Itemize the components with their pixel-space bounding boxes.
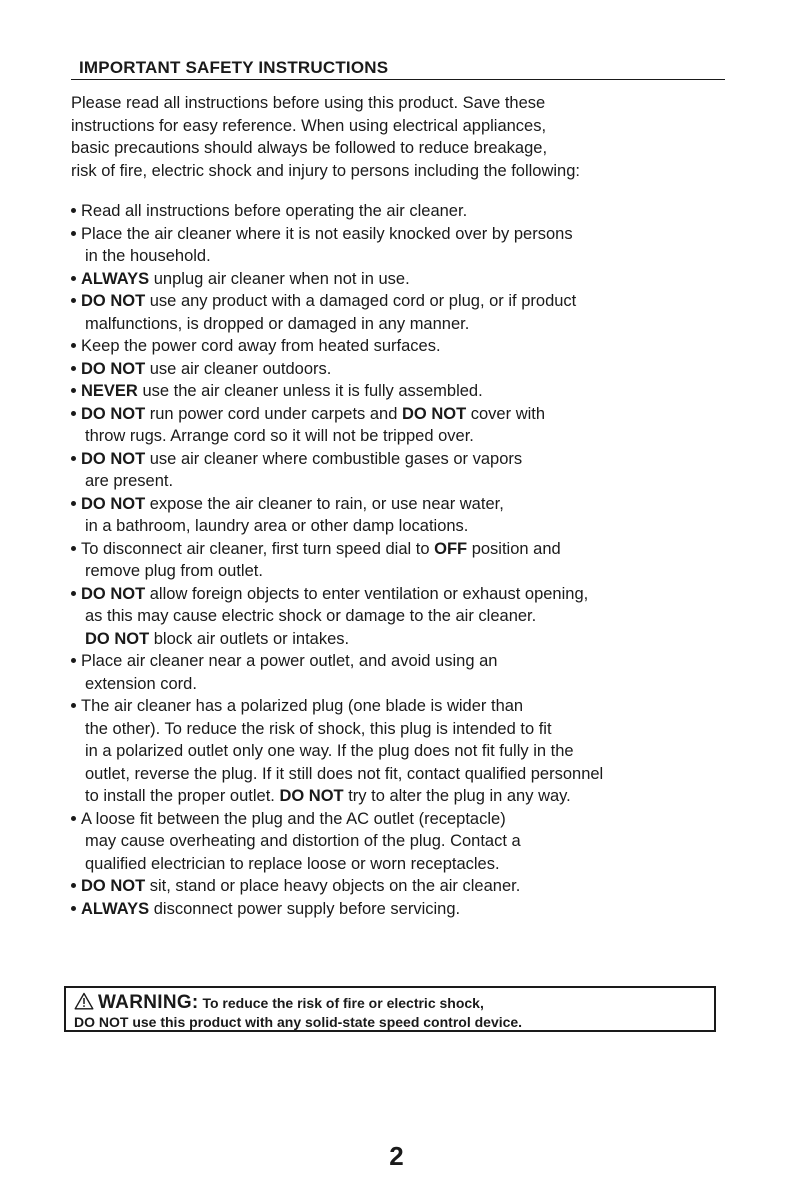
intro-paragraph (71, 92, 731, 182)
safety-bullet-item (71, 358, 731, 381)
bullet-dot-icon (71, 366, 76, 371)
bullet-line (71, 898, 731, 921)
bullet-text: A loose fit between the plug and the AC outlet (receptacle) (81, 809, 506, 828)
bullet-dot-icon (71, 906, 76, 911)
bullet-line (71, 425, 731, 448)
safety-bullet-item (71, 538, 731, 583)
bullet-text: as this may cause electric shock or damage to the air cleaner. (85, 607, 537, 625)
safety-bullet-item (71, 650, 731, 695)
bullet-dot-icon (71, 276, 76, 281)
bullet-line (71, 830, 731, 853)
safety-bullet-item (71, 380, 731, 403)
safety-bullet-item (71, 200, 731, 223)
bullet-emphasis: ALWAYS (81, 269, 150, 288)
bullet-text: to install the proper outlet. (85, 787, 280, 805)
safety-bullet-item (71, 898, 731, 921)
bullet-dot-icon (71, 231, 76, 236)
bullet-dot-icon (71, 343, 76, 348)
bullet-emphasis: DO NOT (81, 292, 146, 310)
bullet-dot-icon (71, 591, 76, 596)
bullet-line (71, 335, 731, 358)
safety-bullet-item (71, 808, 731, 876)
bullet-text: in a bathroom, laundry area or other damp locations. (85, 517, 469, 535)
warning-triangle-icon (74, 992, 94, 1010)
bullet-dot-icon (71, 456, 76, 461)
bullet-text: outlet, reverse the plug. If it still does not fit, contact qualified personnel (85, 764, 604, 783)
bullet-text: Keep the power cord away from heated surfaces. (81, 337, 441, 355)
bullet-emphasis: DO NOT (81, 494, 146, 513)
safety-bullet-item (71, 403, 731, 448)
bullet-line (71, 493, 731, 516)
bullet-line (71, 515, 731, 538)
bullet-line (71, 268, 731, 291)
bullet-text: position and (467, 539, 561, 558)
bullet-line (71, 628, 731, 651)
bullet-line (71, 605, 731, 628)
bullet-text: disconnect power supply before servicing. (149, 899, 461, 918)
bullet-line (71, 223, 731, 246)
safety-bullet-item (71, 290, 731, 335)
safety-bullet-item (71, 493, 731, 538)
bullet-text: The air cleaner has a polarized plug (one blade is wider than (81, 697, 524, 715)
bullet-line (71, 448, 731, 471)
bullet-emphasis: ALWAYS (81, 899, 150, 918)
safety-bullet-item (71, 448, 731, 493)
warning-text: To reduce the risk of fire or electric shock, (202, 995, 484, 1011)
bullet-emphasis: DO NOT (402, 404, 467, 423)
safety-bullet-item (71, 268, 731, 291)
bullet-emphasis: DO NOT (279, 787, 344, 805)
bullet-line (71, 853, 731, 876)
bullet-text: use air cleaner outdoors. (145, 359, 332, 378)
page-number: 2 (389, 1141, 404, 1171)
bullet-text: allow foreign objects to enter ventilation or exhaust opening, (145, 584, 589, 603)
bullet-text: in a polarized outlet only one way. If the plug does not fit fully in the (85, 742, 574, 760)
bullet-text: are present. (85, 472, 174, 490)
bullet-text: unplug air cleaner when not in use. (149, 269, 410, 288)
safety-bullet-item (71, 223, 731, 268)
bullet-line (71, 358, 731, 381)
intro-line: Please read all instructions before using this product. Save these (71, 94, 546, 112)
safety-bullet-item (71, 335, 731, 358)
bullet-emphasis: DO NOT (85, 629, 150, 648)
bullet-line (71, 538, 731, 561)
bullet-text: cover with (466, 404, 546, 423)
bullet-line (71, 875, 731, 898)
bullet-dot-icon (71, 388, 76, 393)
page-title: IMPORTANT SAFETY INSTRUCTIONS (79, 58, 389, 77)
safety-bullet-item (71, 695, 731, 808)
bullet-text: remove plug from outlet. (85, 562, 263, 580)
bullet-text: qualified electrician to replace loose or worn receptacles. (85, 854, 500, 873)
bullet-text: try to alter the plug in any way. (343, 787, 571, 805)
bullet-dot-icon (71, 501, 76, 506)
bullet-dot-icon (71, 411, 76, 416)
bullet-text: use air cleaner where combustible gases or vapors (145, 449, 523, 468)
bullet-dot-icon (71, 658, 76, 663)
bullet-line (71, 695, 731, 718)
bullet-line (71, 740, 731, 763)
bullet-text: block air outlets or intakes. (149, 629, 350, 648)
warning-line-1 (74, 992, 714, 1013)
title-underline (71, 79, 725, 80)
bullet-emphasis: OFF (434, 539, 468, 558)
bullet-line (71, 763, 731, 786)
bullet-text: extension cord. (85, 674, 197, 693)
bullet-text: sit, stand or place heavy objects on the air cleaner. (145, 877, 521, 895)
bullet-emphasis: DO NOT (81, 584, 146, 603)
warning-label: WARNING: (98, 992, 199, 1013)
warning-box (64, 986, 716, 1032)
bullet-text: the other). To reduce the risk of shock, this plug is intended to fit (85, 719, 552, 738)
bullet-text: expose the air cleaner to rain, or use near water, (145, 494, 504, 513)
bullet-dot-icon (71, 298, 76, 303)
intro-line: risk of fire, electric shock and injury to persons including the following: (71, 161, 580, 180)
warning-line-2: DO NOT use this product with any solid-state speed control device. (74, 1014, 523, 1030)
safety-bullet-list (71, 200, 731, 920)
bullet-line (71, 785, 731, 808)
bullet-emphasis: DO NOT (81, 359, 146, 378)
bullet-emphasis: DO NOT (81, 877, 146, 895)
intro-line: instructions for easy reference. When using electrical appliances, (71, 116, 547, 135)
bullet-text: may cause overheating and distortion of the plug. Contact a (85, 832, 521, 850)
bullet-line (71, 290, 731, 313)
bullet-text: Place air cleaner near a power outlet, and avoid using an (81, 652, 498, 670)
bullet-line (71, 673, 731, 696)
bullet-text: malfunctions, is dropped or damaged in any manner. (85, 314, 470, 333)
bullet-text: run power cord under carpets and (145, 404, 402, 423)
bullet-line (71, 650, 731, 673)
bullet-line (71, 380, 731, 403)
bullet-line (71, 583, 731, 606)
bullet-text: throw rugs. Arrange cord so it will not be tripped over. (85, 427, 474, 445)
bullet-text: use any product with a damaged cord or plug, or if product (145, 292, 577, 310)
bullet-line (71, 560, 731, 583)
intro-line: basic precautions should always be followed to reduce breakage, (71, 139, 548, 157)
bullet-line (71, 313, 731, 336)
bullet-line (71, 245, 731, 268)
bullet-emphasis: DO NOT (81, 404, 146, 423)
bullet-text: To disconnect air cleaner, first turn speed dial to (81, 539, 435, 558)
safety-bullet-item (71, 875, 731, 898)
bullet-dot-icon (71, 208, 76, 213)
safety-bullet-item (71, 583, 731, 651)
bullet-text: Read all instructions before operating the air cleaner. (81, 202, 468, 220)
bullet-emphasis: NEVER (81, 382, 138, 400)
bullet-emphasis: DO NOT (81, 449, 146, 468)
bullet-text: use the air cleaner unless it is fully assembled. (137, 382, 483, 400)
bullet-line (71, 200, 731, 223)
bullet-dot-icon (71, 703, 76, 708)
bullet-dot-icon (71, 816, 76, 821)
bullet-line (71, 808, 731, 831)
bullet-line (71, 718, 731, 741)
bullet-dot-icon (71, 546, 76, 551)
bullet-text: in the household. (85, 247, 211, 265)
bullet-line (71, 470, 731, 493)
bullet-line (71, 403, 731, 426)
bullet-text: Place the air cleaner where it is not easily knocked over by persons (81, 224, 573, 243)
bullet-dot-icon (71, 883, 76, 888)
